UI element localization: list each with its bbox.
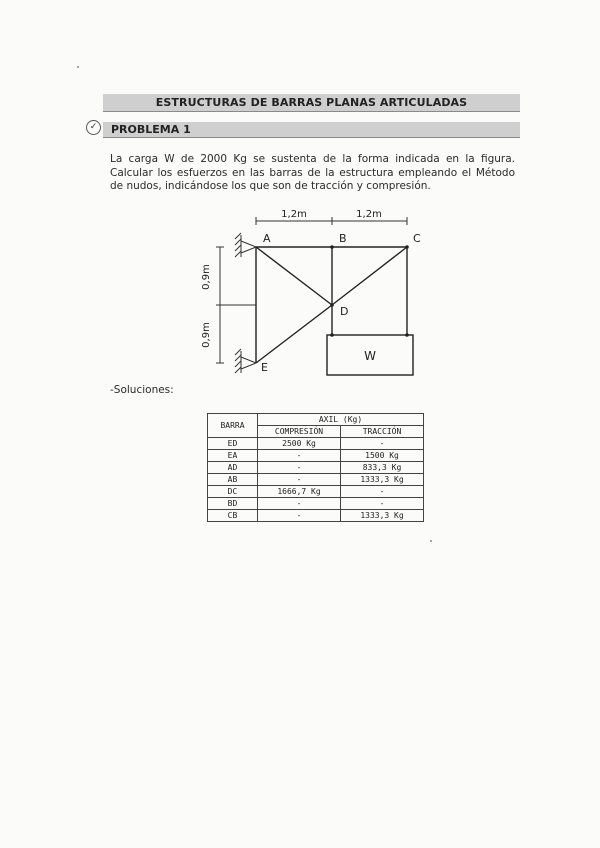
col-bar-header: BARRA	[208, 414, 258, 438]
dim-upper-label: 0,9m	[201, 264, 212, 290]
bar-dc	[332, 247, 407, 305]
truss-figure	[195, 205, 425, 380]
table-row: EA - 1500 Kg	[208, 450, 424, 462]
table-row: AD - 833,3 Kg	[208, 462, 424, 474]
table-row: BD - -	[208, 498, 424, 510]
solutions-table	[207, 413, 424, 522]
node-a-label: A	[263, 232, 271, 245]
node-c-label: C	[413, 232, 421, 245]
col-comp-header: COMPRESIÓN	[258, 426, 341, 438]
scan-speck	[430, 540, 432, 542]
node-d-label: D	[340, 305, 349, 318]
table-row: CB - 1333,3 Kg	[208, 510, 424, 522]
bar-ed	[256, 305, 332, 363]
dim-ab-label: 1,2m	[281, 209, 307, 220]
section-title: ESTRUCTURAS DE BARRAS PLANAS ARTICULADAS	[103, 94, 520, 112]
problem-label: PROBLEMA 1	[111, 123, 191, 136]
scan-speck	[77, 66, 79, 68]
dim-lower-label: 0,9m	[201, 322, 212, 348]
table-row: ED 2500 Kg -	[208, 438, 424, 450]
table-row: DC 1666,7 Kg -	[208, 486, 424, 498]
dim-bc-label: 1,2m	[356, 209, 382, 220]
node-b-label: B	[339, 232, 347, 245]
load-label: W	[364, 349, 376, 363]
solutions-label: -Soluciones:	[110, 384, 174, 396]
bar-ad	[256, 247, 332, 305]
support-e	[235, 349, 256, 373]
col-axil-header: AXIL (Kg)	[258, 414, 424, 426]
support-a	[235, 233, 256, 257]
node-e-label: E	[261, 361, 268, 374]
table-row: AB - 1333,3 Kg	[208, 474, 424, 486]
problem-header	[103, 122, 520, 138]
circle-check-icon: ✓	[86, 120, 101, 135]
problem-statement: La carga W de 2000 Kg se sustenta de la forma indicada en la figura. Calcular los esfuerzos en las barras de la estructura empleando el Método de nudos, indicándose los que son de tracción y compresión.	[110, 153, 515, 192]
col-trac-header: TRACCIÓN	[341, 426, 424, 438]
